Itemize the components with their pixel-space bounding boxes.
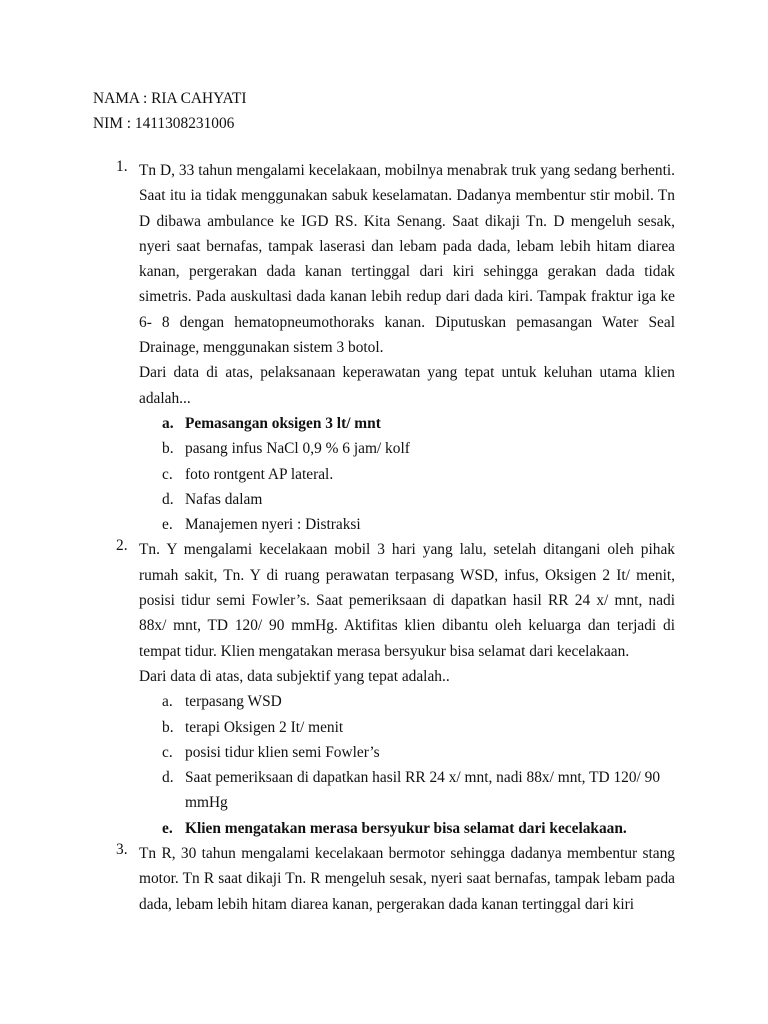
question-text: Tn R, 30 tahun mengalami kecelakaan bermotor sehingga dadanya membentur stang motor. Tn R saat dikaji Tn. R mengeluh sesak, nyeri saat bernafas, tampak lebam pada dada, lebam lebih hitam diarea kanan, pergerakan dada kanan tertinggal dari kiri [139,845,675,913]
answer-options [0,411,768,537]
answer-option [0,487,768,512]
answer-options [0,689,768,841]
answer-option [0,715,768,740]
option-letter: c. [162,743,173,761]
answer-option [0,765,768,816]
question-3 [0,841,768,917]
option-letter: d. [162,769,174,787]
option-text: Pemasangan oksigen 3 lt/ mnt [185,414,381,432]
answer-option [0,740,768,765]
option-text: Klien mengatakan merasa bersyukur bisa selamat dari kecelakaan. [185,819,627,837]
answer-option [0,436,768,461]
question-number: 2. [116,537,128,555]
option-letter: a. [162,693,173,711]
option-letter: a. [162,414,174,432]
option-letter: d. [162,490,174,508]
option-text: terpasang WSD [185,693,282,711]
answer-option-correct [0,411,768,436]
answer-option [0,689,768,714]
answer-option-correct [0,816,768,841]
answer-option [0,512,768,537]
option-letter: b. [162,718,174,736]
question-list [0,158,768,917]
question-text: Tn D, 33 tahun mengalami kecelakaan, mobilnya menabrak truk yang sedang berhenti. Saat itu ia tidak menggunakan sabuk keselamatan. Dadanya membentur stir mobil. Tn D dibawa ambulance ke IGD RS. Kita Senang. Saat dikaji Tn. D mengeluh sesak, nyeri saat bernafas, tampak laserasi dan lebam pada dada, lebam lebih hitam diarea kanan, pergerakan dada kanan tertinggal dari kiri sehingga gerakan dada tidak simetris. Pada auskultasi dada kanan lebih redup dari dada kiri. Tampak fraktur iga ke 6- 8 dengan hematopneumothoraks kanan. Diputuskan pemasangan Water Seal Drainage, menggunakan sistem 3 botol. [139,162,675,357]
option-text: Nafas dalam [185,490,263,508]
option-text: posisi tidur klien semi Fowler’s [185,743,380,761]
question-2 [0,537,768,841]
option-letter: b. [162,440,174,458]
question-1 [0,158,768,537]
option-text: foto rontgent AP lateral. [185,465,334,483]
student-nim: NIM : 1411308231006 [93,115,235,132]
student-name: NAMA : RIA CAHYATI [93,90,247,107]
option-text: terapi Oksigen 2 It/ menit [185,718,344,736]
option-letter: e. [162,819,173,837]
question-number: 3. [116,841,128,859]
question-text: Tn. Y mengalami kecelakaan mobil 3 hari yang lalu, setelah ditangani oleh pihak rumah sakit, Tn. Y di ruang perawatan terpasang WSD, infus, Oksigen 2 It/ menit, posisi tidur semi Fowler’s. Saat pemeriksaan di dapatkan hasil RR 24 x/ mnt, nadi 88x/ mnt, TD 120/ 90 mmHg. Aktifitas klien dibantu oleh keluarga dan terjadi di tempat tidur. Klien mengatakan merasa bersyukur bisa selamat dari kecelakaan. [139,541,675,660]
option-text: Manajemen nyeri : Distraksi [185,516,361,534]
answer-option [0,462,768,487]
question-prompt: Dari data di atas, pelaksanaan keperawatan yang tepat untuk keluhan utama klien adalah... [139,364,675,407]
option-text: Saat pemeriksaan di dapatkan hasil RR 24 x/ mnt, nadi 88x/ mnt, TD 120/ 90 mmHg [185,769,661,812]
option-letter: e. [162,516,173,534]
question-prompt: Dari data di atas, data subjektif yang tepat adalah.. [139,667,450,685]
student-header [93,86,247,136]
question-number: 1. [116,158,128,175]
option-text: pasang infus NaCl 0,9 % 6 jam/ kolf [185,440,410,458]
option-letter: c. [162,465,173,483]
